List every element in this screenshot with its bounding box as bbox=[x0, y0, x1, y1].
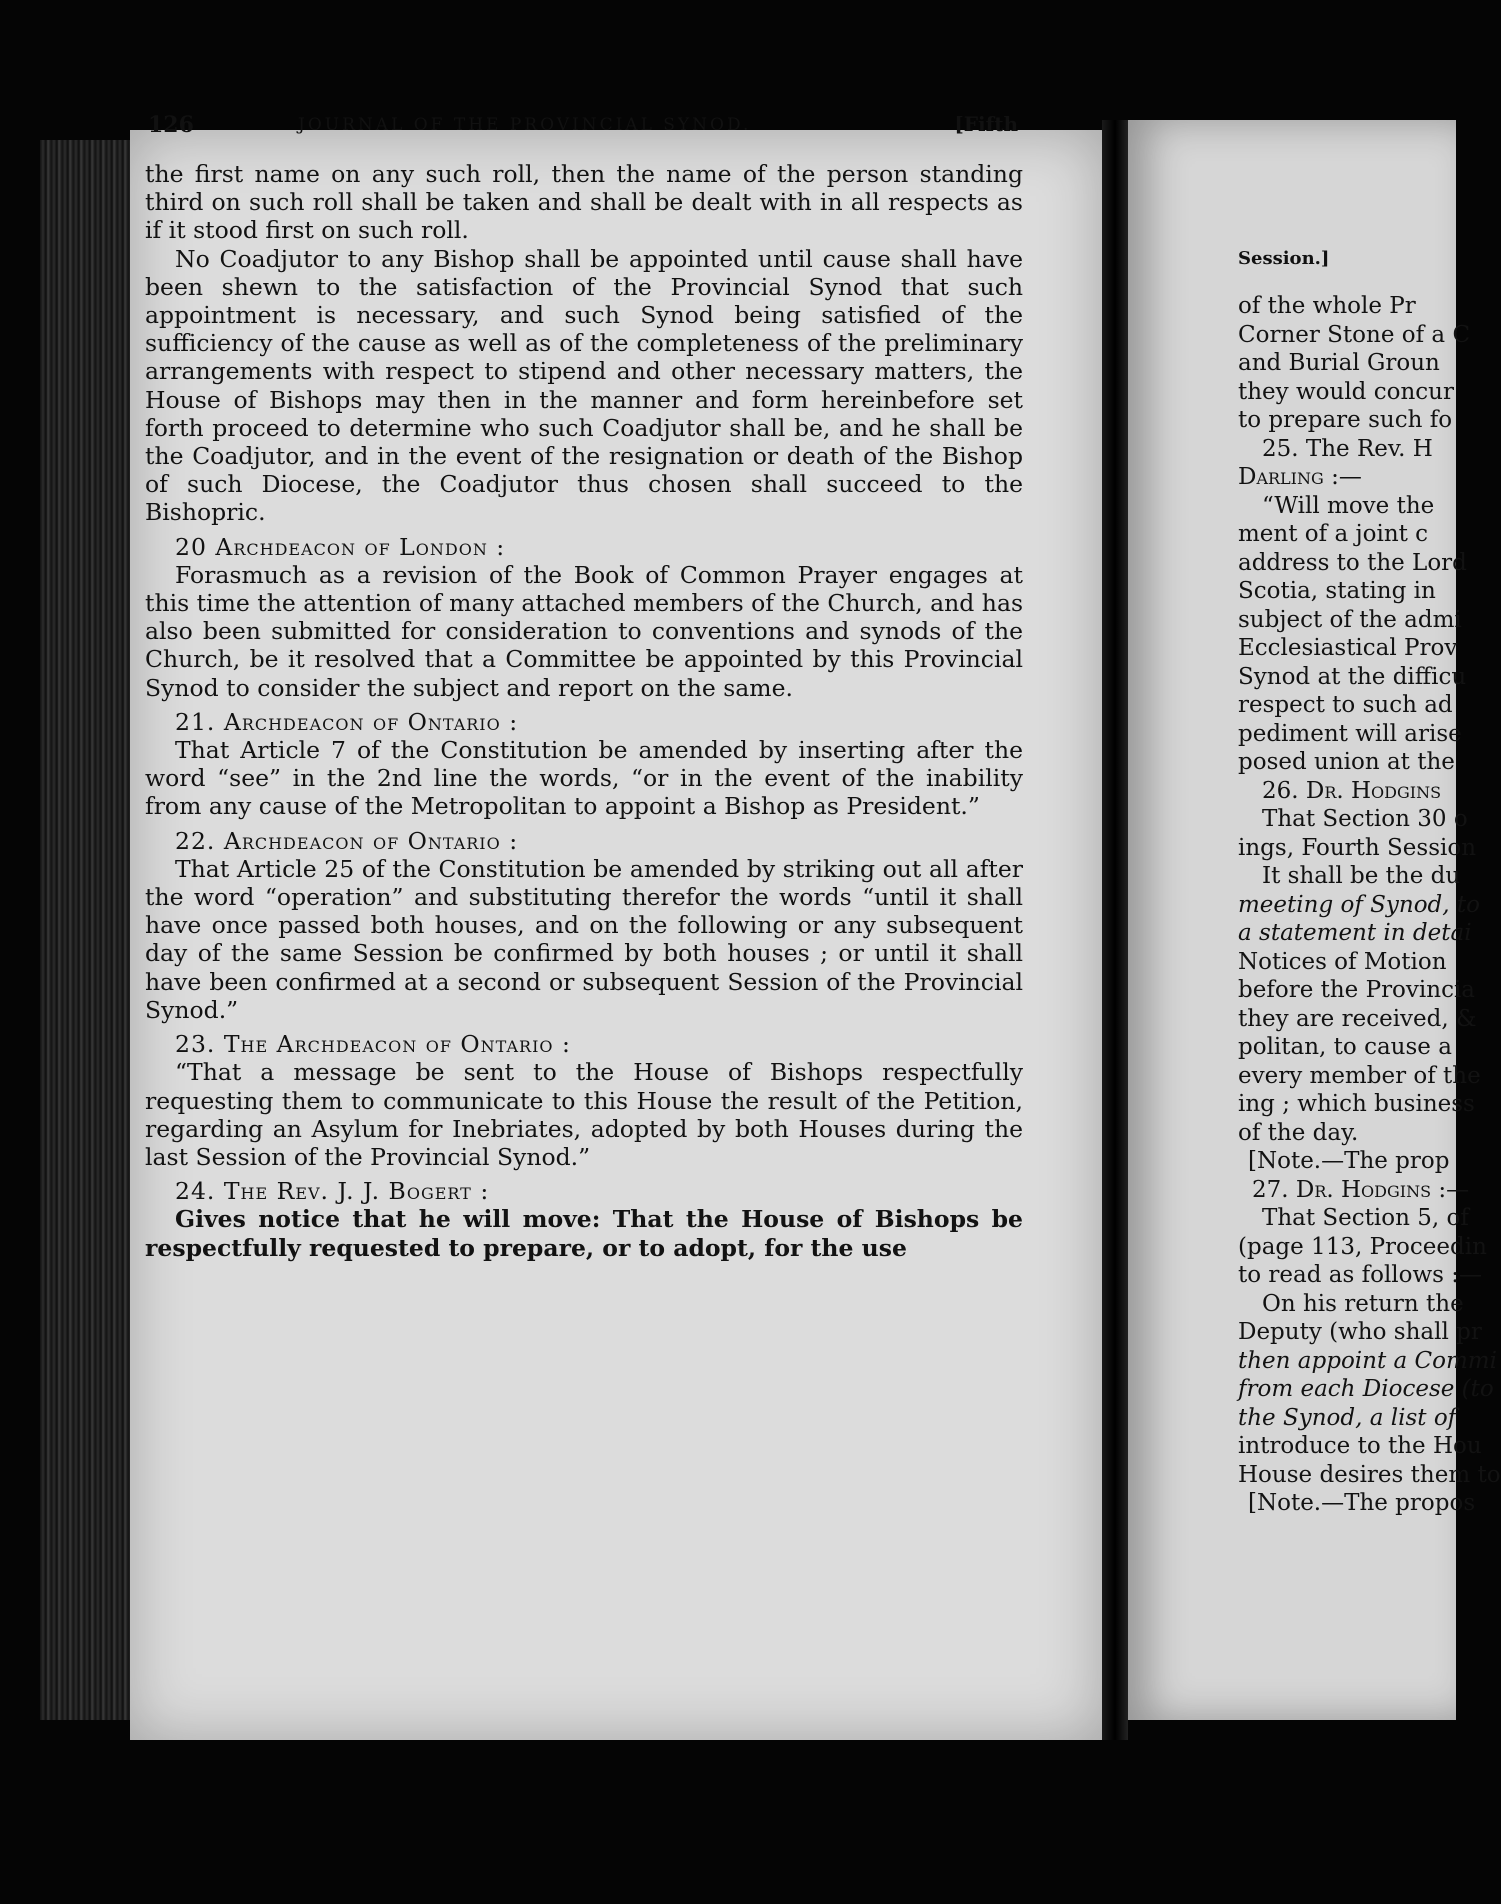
paragraph: the first name on any such roll, then the name of the person standing third on such roll shall be taken and shall be dealt with in all respects as if it stood first on such roll. bbox=[145, 160, 1023, 245]
page-number: 126 bbox=[148, 112, 194, 138]
motion-text: That Article 7 of the Constitution be amended by inserting after the word “see” in the 2nd line the words, “or in the event of the inability from any cause of the Metropolitan to appoint a Bishop as President.” bbox=[145, 736, 1023, 821]
line: meeting of Synod, to bbox=[1238, 891, 1480, 918]
line: then appoint a Commi bbox=[1238, 1347, 1497, 1374]
line: of the day. bbox=[1238, 1119, 1359, 1146]
line: to prepare such fo bbox=[1238, 407, 1453, 433]
motion-heading: 22. Archdeacon of Ontario : bbox=[175, 826, 519, 855]
line: [Note.—The prop bbox=[1248, 1148, 1450, 1174]
line: they would concur bbox=[1238, 378, 1454, 405]
line: a statement in detai bbox=[1238, 920, 1472, 946]
line: from each Diocese (to bbox=[1238, 1376, 1494, 1402]
line: That Section 30 o bbox=[1262, 806, 1468, 832]
line: Darling :— bbox=[1238, 464, 1362, 490]
line: subject of the admi bbox=[1238, 606, 1462, 633]
line: 26. Dr. Hodgins bbox=[1262, 777, 1442, 804]
line: the Synod, a list of bbox=[1238, 1404, 1457, 1431]
line: and Burial Groun bbox=[1238, 350, 1440, 376]
left-running-head bbox=[148, 112, 1018, 142]
line: (page 113, Proceedin bbox=[1238, 1233, 1487, 1260]
motion-heading: 24. The Rev. J. J. Bogert : bbox=[175, 1177, 490, 1206]
line: Ecclesiastical Prov bbox=[1238, 635, 1458, 661]
line: every member of the bbox=[1238, 1062, 1481, 1089]
line: “Will move the bbox=[1262, 492, 1435, 519]
line: Corner Stone of a C bbox=[1238, 321, 1471, 348]
line: pediment will arise bbox=[1238, 720, 1462, 747]
line: address to the Lord bbox=[1238, 549, 1467, 576]
left-body-text bbox=[145, 160, 1023, 1262]
line: politan, to cause a bbox=[1238, 1034, 1452, 1060]
line: It shall be the du bbox=[1262, 863, 1461, 889]
line: posed union at the bbox=[1238, 749, 1455, 775]
motion-heading: 21. Archdeacon of Ontario : bbox=[175, 707, 519, 736]
line: respect to such ad bbox=[1238, 692, 1453, 718]
right-body-text bbox=[1238, 292, 1501, 1518]
line: to read as follows :— bbox=[1238, 1262, 1483, 1288]
line: ings, Fourth Session bbox=[1238, 834, 1477, 861]
line: Deputy (who shall pr bbox=[1238, 1319, 1482, 1345]
line: before the Provincia bbox=[1238, 977, 1476, 1003]
paragraph: No Coadjutor to any Bishop shall be appointed until cause shall have been shewn to the satisfaction of the Provincial Synod that such appointment is necessary, and such Synod being satisfied of the sufficiency of the cause as well as of the completeness of the preliminary arrangements with respect to stipend and other necessary matters, the House of Bishops may then in the manner and form hereinbefore set forth proceed to determine who such Coadjutor shall be, and he shall be the Coadjutor, and in the event of the resignation or death of the Bishop of such Diocese, the Coadjutor thus chosen shall succeed to the Bishopric. bbox=[145, 244, 1023, 527]
line: 27. Dr. Hodgins :— bbox=[1252, 1176, 1470, 1203]
motion-heading: 20 Archdeacon of London : bbox=[175, 532, 506, 561]
line: introduce to the Hou bbox=[1238, 1433, 1482, 1459]
motion-text: “That a message be sent to the House of Bishops respectfully requesting them to communicate to this House the result of the Petition, regarding an Asylum for Inebriates, adopted by both Houses during the last Session of the Provincial Synod.” bbox=[145, 1058, 1023, 1171]
page-gutter bbox=[1102, 120, 1128, 1740]
right-running-head: Session.] bbox=[1238, 248, 1330, 269]
motion-text: Forasmuch as a revision of the Book of Common Prayer engages at this time the attention of many attached members of the Church, and has also been submitted for consideration to conventions and synods of the Church, be it resolved that a Committee be appointed by this Provincial Synod to consider the subject and report on the same. bbox=[145, 560, 1024, 702]
book-spine bbox=[40, 140, 140, 1720]
line: [Note.—The propos bbox=[1248, 1490, 1476, 1516]
line: On his return the bbox=[1262, 1290, 1464, 1317]
line: ing ; which business bbox=[1238, 1091, 1475, 1117]
line: Scotia, stating in bbox=[1238, 578, 1436, 604]
motion-text: That Article 25 of the Constitution be amended by striking out all after the word “operation” and substituting therefor the words “until it shall have once passed both houses, and on the following or any subsequent day of the same Session be confirmed by both houses ; or until it shall have been confirmed at a second or subsequent Session of the Provincial Synod.” bbox=[145, 854, 1023, 1024]
running-title: JOURNAL OF THE PROVINCIAL SYNOD. bbox=[298, 115, 752, 135]
line: House desires them to bbox=[1238, 1461, 1501, 1488]
line: Synod at the difficu bbox=[1238, 663, 1467, 690]
line: 25. The Rev. H bbox=[1262, 435, 1433, 462]
line: of the whole Pr bbox=[1238, 293, 1416, 319]
line: ment of a joint c bbox=[1238, 521, 1429, 547]
line: Notices of Motion bbox=[1238, 948, 1447, 975]
line: That Section 5, of bbox=[1262, 1205, 1469, 1231]
running-session: [Fifth bbox=[954, 112, 1018, 136]
motion-heading: 23. The Archdeacon of Ontario : bbox=[175, 1030, 571, 1059]
line: they are received, & bbox=[1238, 1005, 1477, 1032]
motion-text: Gives notice that he will move: That the House of Bishops be respectfully requested to prepare, or to adopt, for the use bbox=[145, 1205, 1023, 1262]
